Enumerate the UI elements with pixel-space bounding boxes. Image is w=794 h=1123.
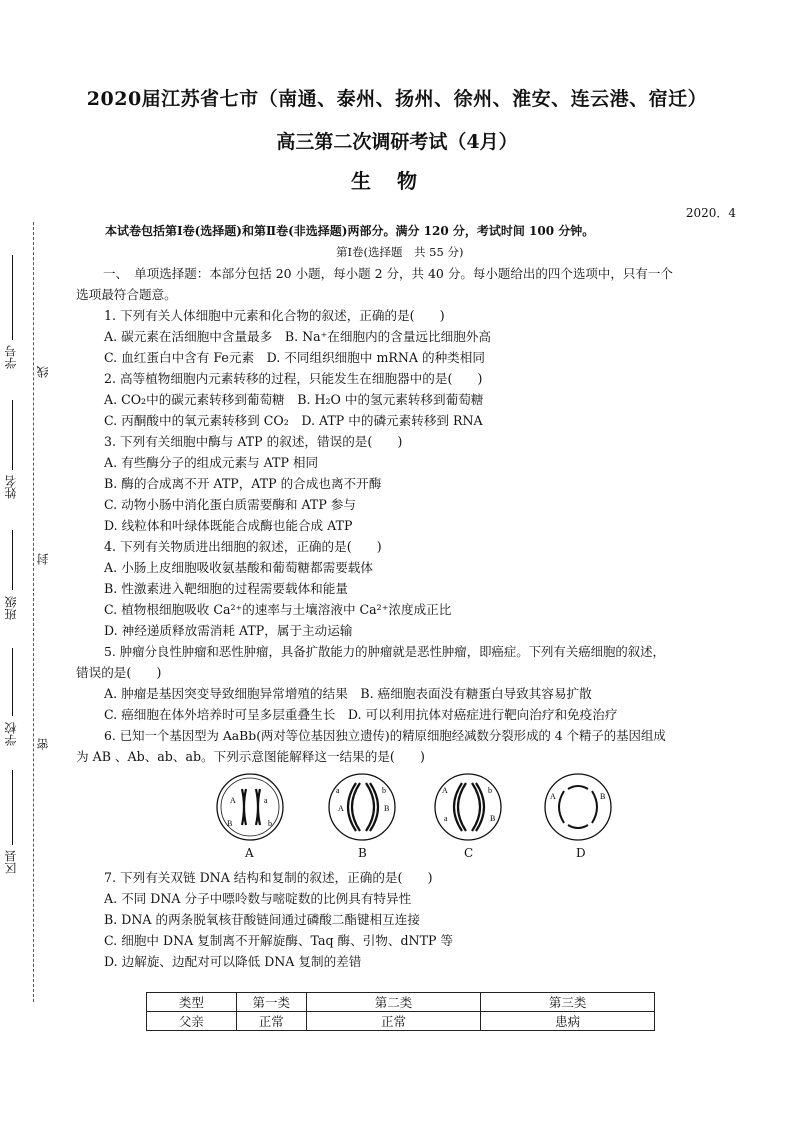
district-blank[interactable] [12, 770, 14, 845]
q6-fig-a-letter-b: b [268, 819, 272, 828]
section-title: 第Ⅰ卷(选择题 共 55 分) [336, 245, 464, 259]
q6-fig-label-a: A [245, 846, 254, 860]
q7-option-b[interactable]: B. DNA 的两条脱氧核苷酸链间通过磷酸二酯键相互连接 [104, 912, 420, 927]
q6-figure-a[interactable] [214, 771, 286, 843]
q7-option-d[interactable]: D. 边解旋、边配对可以降低 DNA 复制的差错 [104, 954, 362, 969]
q6-fig-c-letter-B: B [490, 814, 496, 823]
q3-option-a[interactable]: A. 有些酶分子的组成元素与 ATP 相同 [104, 455, 319, 470]
table-header: 第三类 [481, 993, 655, 1012]
q6-fig-c-letter-a: a [444, 814, 448, 823]
q6-fig-c-letter-A: A [442, 786, 448, 795]
part1-instructions-cont: 选项最符合题意。 [76, 287, 177, 302]
class-label: 班级 [4, 596, 18, 620]
table-row [147, 1012, 655, 1031]
q6-fig-a-letter-B: B [227, 819, 233, 828]
exam-date: 2020．4 [685, 206, 736, 220]
q2-options-ab[interactable]: A. CO₂中的碳元素转移到葡萄糖 B. H₂O 中的氢元素转移到葡萄糖 [104, 392, 484, 407]
q6-fig-a-letter-A: A [230, 796, 236, 805]
q6-fig-b-letter-A: A [338, 804, 344, 813]
q6-stem-cont: 为 AB 、Ab、ab、ab。下列示意图能解释这一结果的是( ) [76, 749, 425, 764]
q3-option-c[interactable]: C. 动物小肠中消化蛋白质需要酶和 ATP 参与 [104, 497, 356, 512]
q6-fig-a-letter-a: a [264, 796, 268, 805]
q4-option-a[interactable]: A. 小肠上皮细胞吸收氨基酸和葡萄糖都需要载体 [104, 560, 373, 575]
exam-intro: 本试卷包括第Ⅰ卷(选择题)和第Ⅱ卷(非选择题)两部分。满分 120 分，考试时间 100 分钟。 [105, 224, 595, 238]
seal-char-seal: 封 [36, 553, 50, 565]
student-id-blank[interactable] [12, 255, 14, 340]
q6-fig-b-letter-a: a [336, 786, 340, 795]
q6-fig-label-b: B [358, 846, 367, 860]
q2-stem: 2. 高等植物细胞内元素转移的过程，只能发生在细胞器中的是( ) [104, 371, 483, 386]
q6-fig-c-letter-b: b [488, 786, 492, 795]
q7-option-c[interactable]: C. 细胞中 DNA 复制离不开解旋酶、Taq 酶、引物、dNTP 等 [104, 933, 454, 948]
q6-fig-label-c: C [464, 846, 474, 860]
q2-options-cd[interactable]: C. 丙酮酸中的氧元素转移到 CO₂ D. ATP 中的磷元素转移到 RNA [104, 413, 483, 428]
class-blank[interactable] [12, 530, 14, 590]
q3-option-b[interactable]: B. 酶的合成离不开 ATP，ATP 的合成也离不开酶 [104, 476, 382, 491]
q5-options-cd[interactable]: C. 癌细胞在体外培养时可呈多层重叠生长 D. 可以利用抗体对癌症进行靶向治疗和免疫治疗 [104, 707, 618, 722]
seal-dashed-line [33, 222, 34, 1002]
table-cell: 父亲 [147, 1012, 237, 1031]
q6-figure-d[interactable] [542, 771, 614, 843]
q6-fig-d-letter-A: A [550, 792, 556, 801]
q4-stem: 4. 下列有关物质进出细胞的叙述，正确的是( ) [104, 539, 382, 554]
table-cell: 正常 [306, 1012, 481, 1031]
table-cell: 患病 [481, 1012, 655, 1031]
seal-char-line: 线 [36, 366, 50, 378]
q7-option-a[interactable]: A. 不同 DNA 分子中嘌呤数与嘧啶数的比例具有特异性 [104, 891, 412, 906]
q1-stem: 1. 下列有关人体细胞中元素和化合物的叙述，正确的是( ) [104, 308, 445, 323]
q6-figure-b[interactable] [326, 771, 398, 843]
q1-options-ab[interactable]: A. 碳元素在活细胞中含量最多 B. Na⁺在细胞内的含量远比细胞外高 [104, 329, 491, 344]
name-label: 姓名 [4, 475, 18, 499]
name-blank[interactable] [12, 400, 14, 470]
q3-option-d[interactable]: D. 线粒体和叶绿体既能合成酶也能合成 ATP [104, 518, 353, 533]
q5-stem: 5. 肿瘤分良性肿瘤和恶性肿瘤，具备扩散能力的肿瘤就是恶性肿瘤，即癌症。下列有关癌细胞的叙述， [104, 644, 665, 659]
table-header-row [147, 993, 655, 1012]
q6-figure-c[interactable] [432, 771, 504, 843]
q5-stem-cont: 错误的是( ) [76, 665, 162, 680]
seal-char-secret: 密 [36, 738, 50, 750]
q6-fig-d-letter-B: B [600, 792, 606, 801]
subject-title: 生物 [351, 169, 443, 193]
family-type-table [146, 992, 655, 1031]
exam-subtitle: 高三第二次调研考试（4月） [276, 131, 518, 153]
q6-stem: 6. 已知一个基因型为 AaBb(两对等位基因独立遗传)的精原细胞经减数分裂形成的 4 个精子的基因组成 [104, 728, 666, 743]
q6-fig-b-letter-b: b [382, 786, 386, 795]
district-label: 区县 [4, 850, 18, 874]
school-blank[interactable] [12, 648, 14, 716]
q6-fig-b-letter-B: B [384, 804, 390, 813]
q4-option-d[interactable]: D. 神经递质释放需消耗 ATP，属于主动运输 [104, 623, 353, 638]
q4-option-c[interactable]: C. 植物根细胞吸收 Ca²⁺的速率与土壤溶液中 Ca²⁺浓度成正比 [104, 602, 452, 617]
school-label: 学校 [4, 722, 18, 746]
exam-title: 2020届江苏省七市（南通、泰州、扬州、徐州、淮安、连云港、宿迁） [86, 88, 708, 110]
table-header: 类型 [147, 993, 237, 1012]
q3-stem: 3. 下列有关细胞中酶与 ATP 的叙述，错误的是( ) [104, 434, 403, 449]
student-id-label: 学号 [4, 345, 18, 369]
table-header: 第二类 [306, 993, 481, 1012]
table-cell: 正常 [236, 1012, 306, 1031]
q5-options-ab[interactable]: A. 肿瘤是基因突变导致细胞异常增殖的结果 B. 癌细胞表面没有糖蛋白导致其容易扩散 [104, 686, 592, 701]
table-header: 第一类 [236, 993, 306, 1012]
q1-options-cd[interactable]: C. 血红蛋白中含有 Fe元素 D. 不同组织细胞中 mRNA 的种类相同 [104, 350, 485, 365]
part1-instructions: 一、 单项选择题：本部分包括 20 小题，每小题 2 分，共 40 分。每小题给出的四个选项中，只有一个 [103, 266, 673, 281]
q4-option-b[interactable]: B. 性激素进入靶细胞的过程需要载体和能量 [104, 581, 348, 596]
q7-stem: 7. 下列有关双链 DNA 结构和复制的叙述，正确的是( ) [104, 870, 433, 885]
q6-fig-label-d: D [576, 846, 586, 860]
